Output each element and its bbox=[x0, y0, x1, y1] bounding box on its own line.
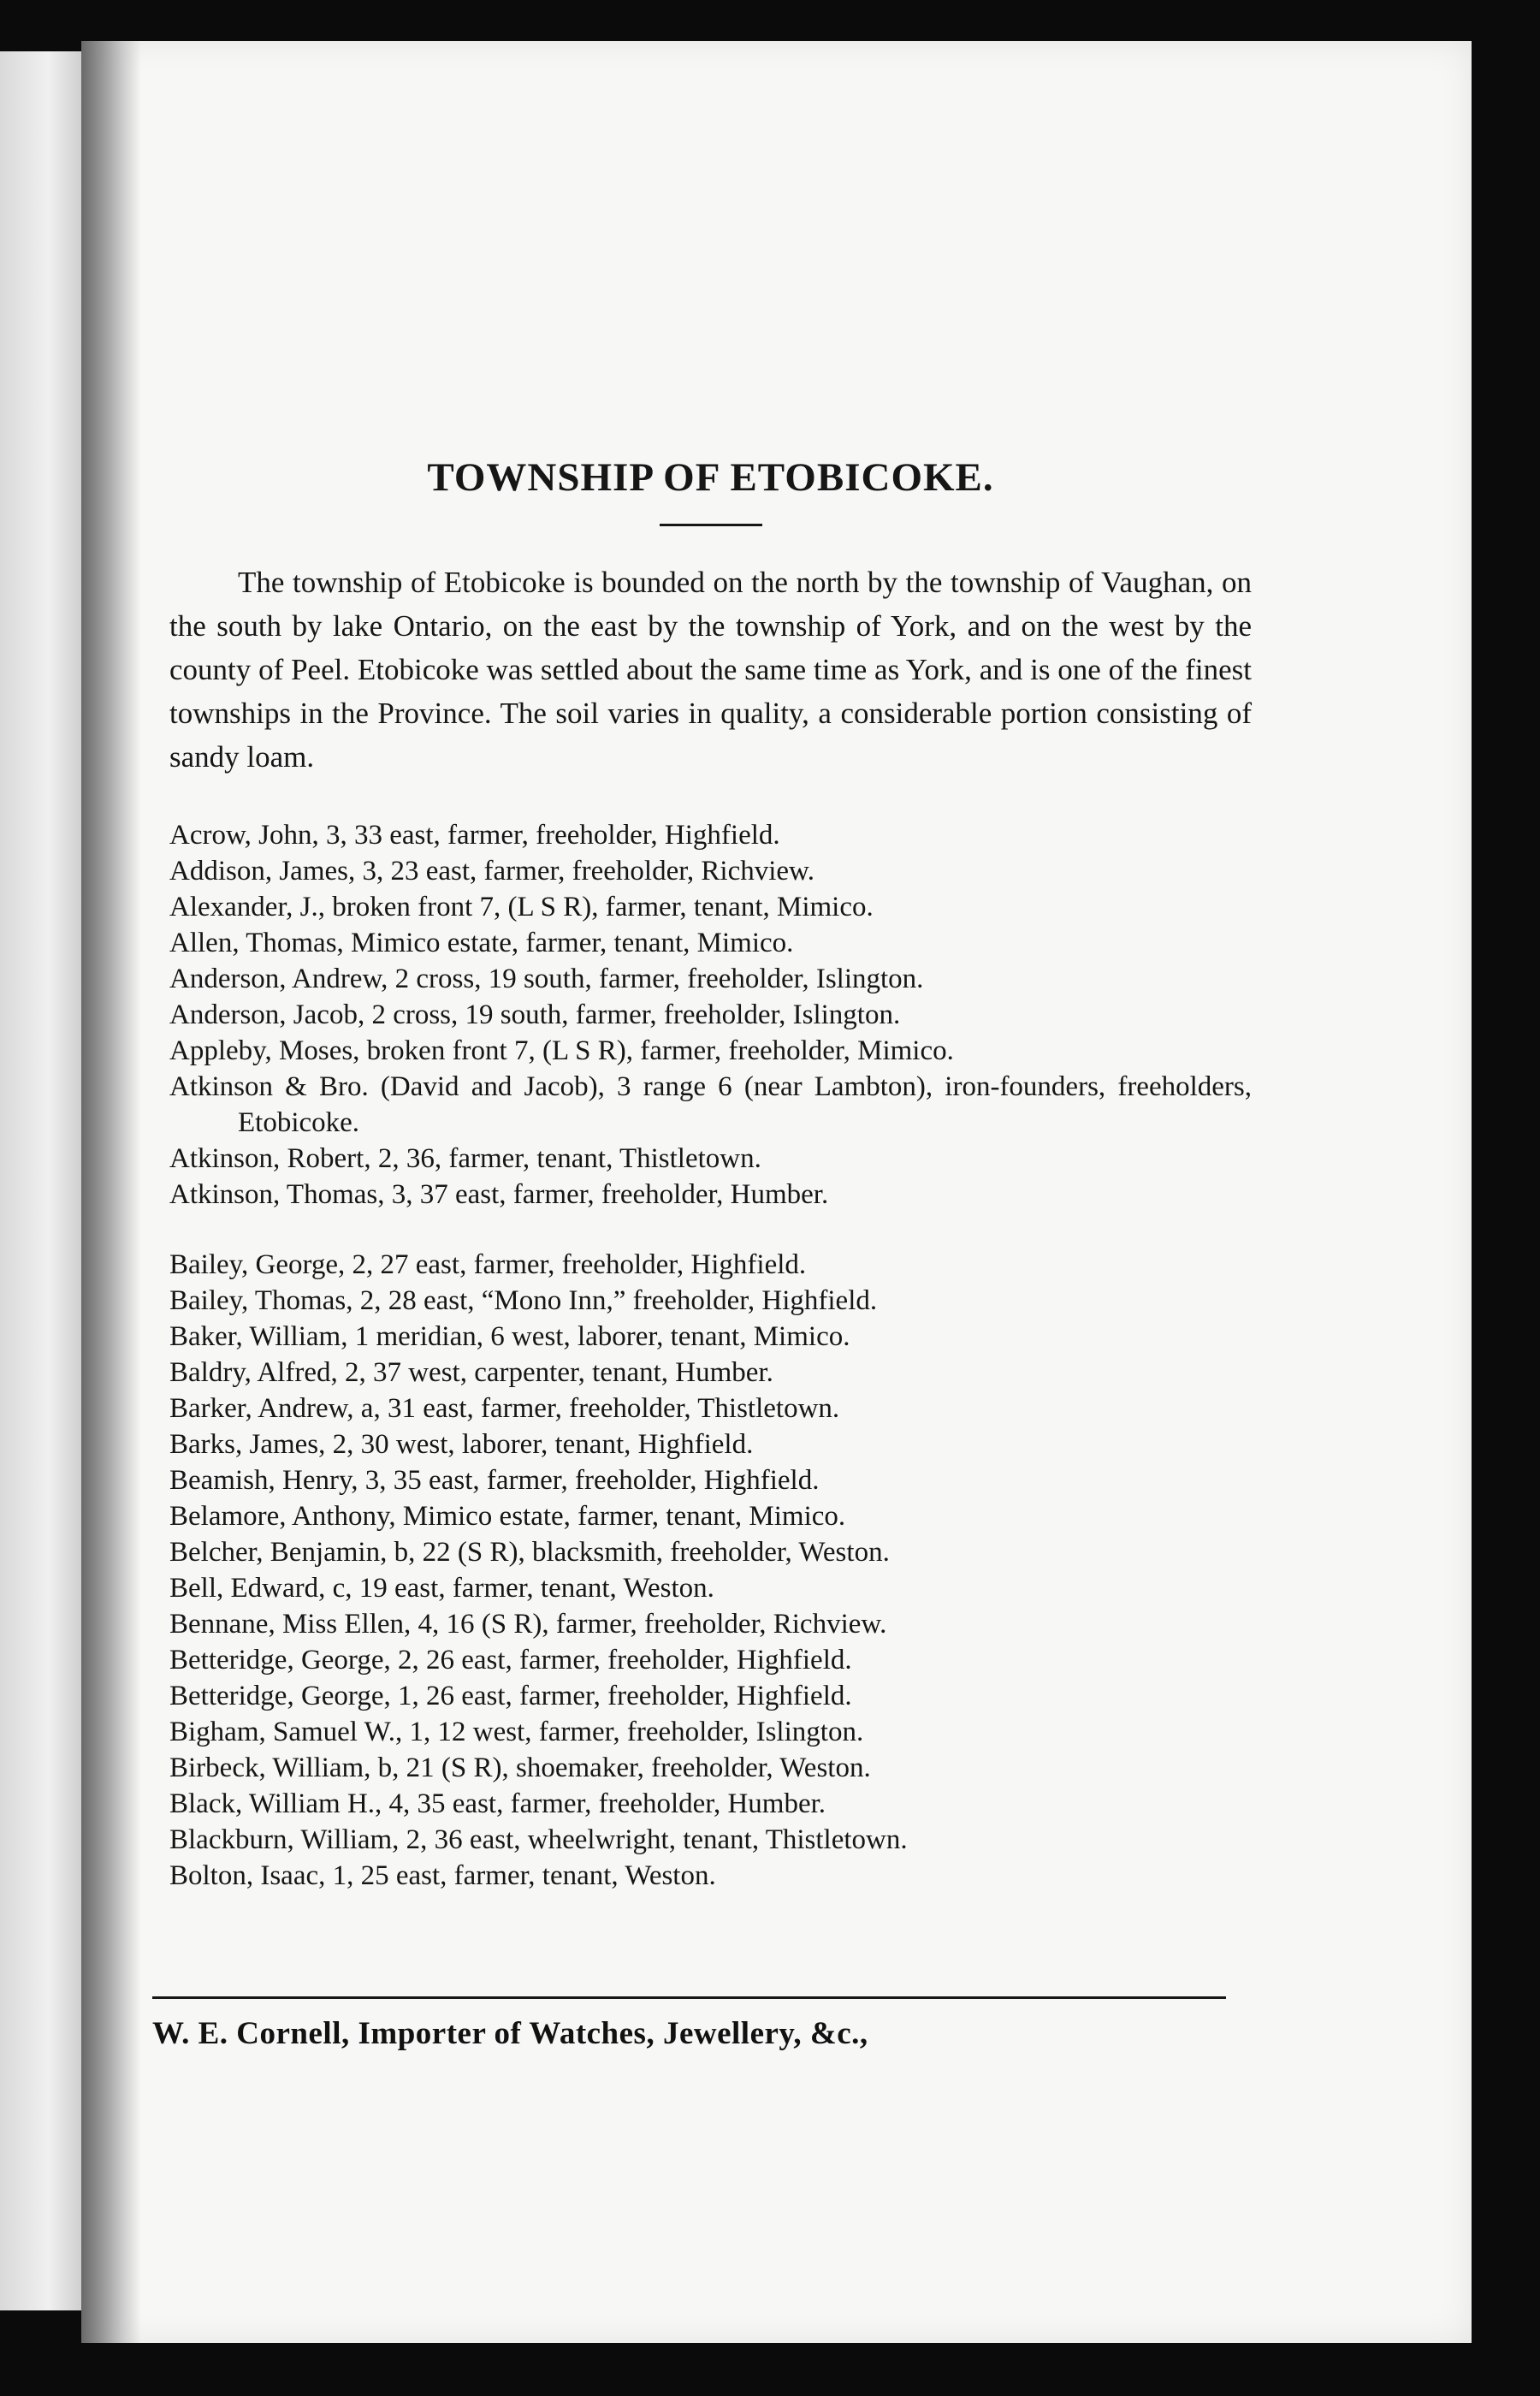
directory-entry: Anderson, Jacob, 2 cross, 19 south, farmer, freeholder, Islington. bbox=[169, 999, 901, 1031]
directory-entry: Atkinson, Thomas, 3, 37 east, farmer, freeholder, Humber. bbox=[169, 1179, 829, 1211]
footer-rule bbox=[152, 1996, 1226, 1999]
directory-entry: Bailey, George, 2, 27 east, farmer, freeholder, Highfield. bbox=[169, 1249, 807, 1281]
directory-entry: Bennane, Miss Ellen, 4, 16 (S R), farmer, freeholder, Richview. bbox=[169, 1609, 887, 1640]
directory-entry: Appleby, Moses, broken front 7, (L S R), farmer, freeholder, Mimico. bbox=[169, 1035, 954, 1067]
directory-entry: Betteridge, George, 1, 26 east, farmer, freeholder, Highfield. bbox=[169, 1681, 852, 1712]
directory-entry: Alexander, J., broken front 7, (L S R), farmer, tenant, Mimico. bbox=[169, 892, 874, 923]
directory-entry: Baker, William, 1 meridian, 6 west, laborer, tenant, Mimico. bbox=[169, 1321, 850, 1353]
directory-entry: Barks, James, 2, 30 west, laborer, tenant, Highfield. bbox=[169, 1429, 754, 1461]
directory-entry: Bell, Edward, c, 19 east, farmer, tenant, Weston. bbox=[169, 1573, 714, 1604]
intro-paragraph: The township of Etobicoke is bounded on the north by the township of Vaughan, on the south by lake Ontario, on the east by the township of York, and on the west by the county of Peel. Etobicoke was settled about the same time as York, and is one of the finest townships in the Province. The soil varies in quality, a considerable portion consisting of sandy loam. bbox=[169, 566, 1252, 774]
directory-entry: Belamore, Anthony, Mimico estate, farmer, tenant, Mimico. bbox=[169, 1501, 846, 1533]
directory-entry: Birbeck, William, b, 21 (S R), shoemaker, freeholder, Weston. bbox=[169, 1753, 871, 1784]
directory-entries bbox=[169, 817, 1252, 1894]
facing-page-edge bbox=[0, 51, 81, 2310]
directory-entry: Barker, Andrew, a, 31 east, farmer, freeholder, Thistletown. bbox=[169, 1393, 840, 1425]
directory-entry: Allen, Thomas, Mimico estate, farmer, tenant, Mimico. bbox=[169, 928, 794, 959]
directory-entry: Baldry, Alfred, 2, 37 west, carpenter, tenant, Humber. bbox=[169, 1357, 773, 1389]
directory-entry: Bailey, Thomas, 2, 28 east, “Mono Inn,” freeholder, Highfield. bbox=[169, 1285, 878, 1317]
directory-entry: Atkinson, Robert, 2, 36, farmer, tenant, Thistletown. bbox=[169, 1143, 761, 1175]
directory-entry: Beamish, Henry, 3, 35 east, farmer, freeholder, Highfield. bbox=[169, 1465, 820, 1497]
directory-entry: Betteridge, George, 2, 26 east, farmer, freeholder, Highfield. bbox=[169, 1645, 852, 1676]
directory-entry: Acrow, John, 3, 33 east, farmer, freeholder, Highfield. bbox=[169, 820, 780, 851]
directory-entry: Anderson, Andrew, 2 cross, 19 south, farmer, freeholder, Islington. bbox=[169, 964, 924, 995]
directory-entry: Atkinson & Bro. (David and Jacob), 3 range 6 (near Lambton), iron-founders, freeholders, Etobicoke. bbox=[169, 1071, 1252, 1139]
page-title: TOWNSHIP OF ETOBICOKE. bbox=[427, 455, 994, 500]
directory-entry: Blackburn, William, 2, 36 east, wheelwright, tenant, Thistletown. bbox=[169, 1824, 908, 1856]
directory-entry: Addison, James, 3, 23 east, farmer, freeholder, Richview. bbox=[169, 856, 814, 887]
title-rule bbox=[660, 524, 762, 526]
binding-gutter-shadow bbox=[81, 41, 141, 2343]
directory-entry: Black, William H., 4, 35 east, farmer, freeholder, Humber. bbox=[169, 1788, 826, 1820]
directory-entry: Bigham, Samuel W., 1, 12 west, farmer, freeholder, Islington. bbox=[169, 1717, 864, 1748]
directory-entry: Belcher, Benjamin, b, 22 (S R), blacksmith, freeholder, Weston. bbox=[169, 1537, 890, 1569]
footer-advertisement: W. E. Cornell, Importer of Watches, Jewellery, &c., bbox=[152, 2016, 868, 2051]
directory-entry: Bolton, Isaac, 1, 25 east, farmer, tenant, Weston. bbox=[169, 1860, 716, 1892]
page-content bbox=[169, 454, 1252, 1894]
